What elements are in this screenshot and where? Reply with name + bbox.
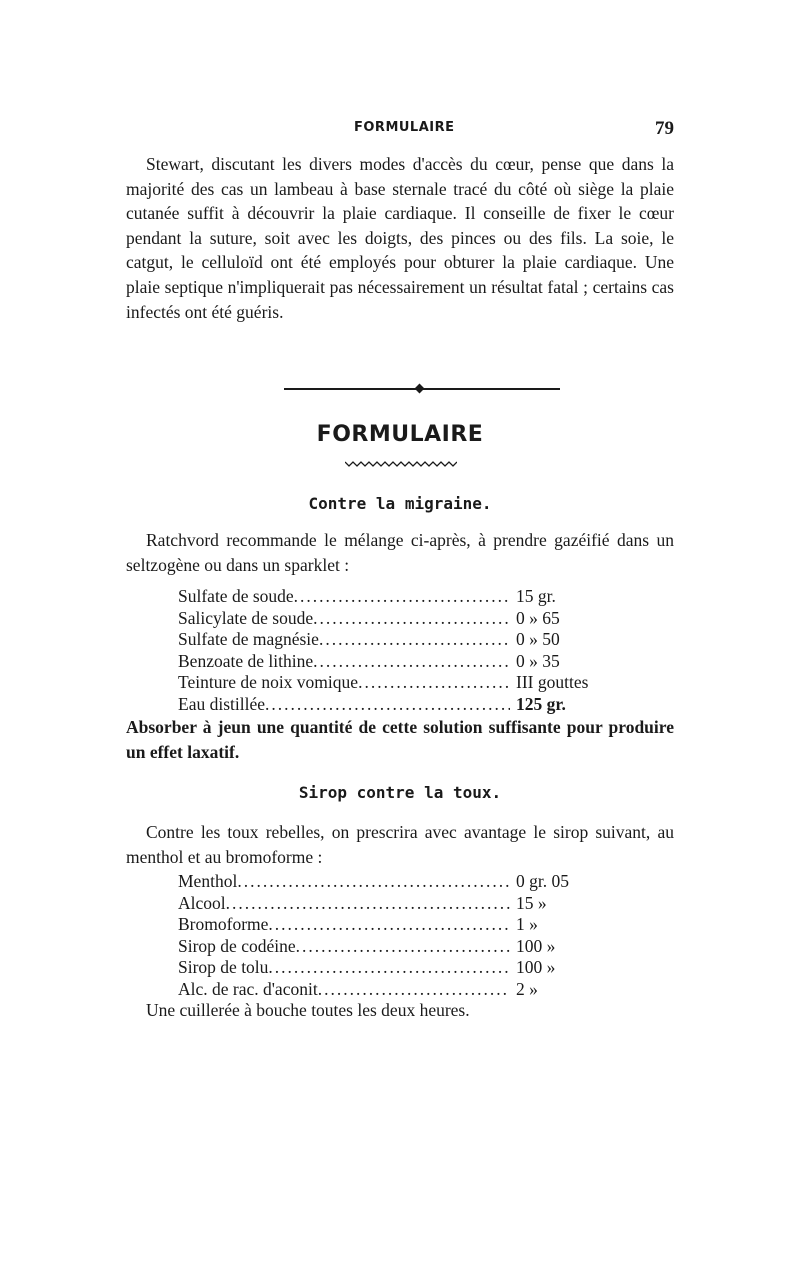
- page-number: 79: [655, 118, 674, 139]
- leader-dots: [237, 871, 510, 893]
- ingredient-name: Sulfate de soude: [178, 586, 294, 606]
- running-title: FORMULAIRE: [354, 120, 455, 135]
- ingredient-name: Salicylate de soude: [178, 607, 314, 628]
- recipe-row: [178, 893, 648, 915]
- ingredient-quantity: 15 »: [516, 892, 547, 913]
- ingredient-quantity: 2 »: [516, 978, 538, 999]
- recipe-row: [178, 871, 648, 893]
- running-header: [128, 118, 676, 142]
- migraine-recipe: [178, 586, 648, 716]
- cough-instruction: Une cuillerée à bouche toutes les deux heures.: [146, 1000, 470, 1020]
- leader-dots: [265, 694, 510, 716]
- recipe-row: [178, 651, 648, 673]
- leader-dots: [319, 629, 510, 651]
- leader-dots: [296, 936, 510, 958]
- leader-dots: [358, 672, 510, 694]
- migraine-heading: Contre la migraine.: [308, 494, 492, 513]
- ingredient-quantity: 125 gr.: [516, 693, 566, 714]
- zigzag-ornament: [345, 460, 457, 468]
- leader-dots: [313, 651, 510, 673]
- leader-dots: [294, 586, 510, 608]
- divider-diamond-ornament: [415, 384, 425, 394]
- leader-dots: [268, 957, 510, 979]
- section-divider: [284, 385, 560, 393]
- ingredient-name: Alc. de rac. d'aconit: [178, 978, 318, 999]
- recipe-row: [178, 957, 648, 979]
- ingredient-quantity: 0 » 35: [516, 650, 560, 671]
- intro-paragraph: Stewart, discutant les divers modes d'accès du cœur, pense que dans la majorité des cas un lambeau à base sternale tracé du côté où siège la plaie cutanée suffit à découvrir la plaie cardiaque. Il conseille de fixer le cœur pendant la suture, soit avec les doigts, des pinces ou des fils. La soie, le catgut, le celluloïd ont été employés pour obturer la plaie cardiaque. Une plaie septique n'impliquerait pas nécessairement un résultat fatal ; certains cas infectés ont été guéris.: [126, 154, 674, 322]
- recipe-row: [178, 629, 648, 651]
- leader-dots: [268, 914, 510, 936]
- migraine-intro: Ratchvord recommande le mélange ci-après, à prendre gazéifié dans un seltzogène ou dans un sparklet :: [126, 530, 674, 575]
- recipe-row: [178, 608, 648, 630]
- recipe-row: [178, 672, 648, 694]
- ingredient-name: Teinture de noix vomique: [178, 672, 359, 693]
- cough-recipe: [178, 871, 648, 1001]
- recipe-row: [178, 694, 648, 716]
- ingredient-quantity: 0 gr. 05: [516, 871, 569, 891]
- ingredient-name: Sirop de tolu: [178, 957, 269, 978]
- migraine-instruction: Absorber à jeun une quantité de cette solution suffisante pour produire un effet laxatif.: [126, 717, 674, 762]
- recipe-row: [178, 586, 648, 608]
- ingredient-quantity: 0 » 65: [516, 607, 560, 628]
- section-title: FORMULAIRE: [316, 422, 484, 447]
- cough-intro: Contre les toux rebelles, on prescrira avec avantage le sirop suivant, au menthol et au bromoforme :: [126, 822, 674, 867]
- ingredient-name: Alcool: [178, 892, 226, 913]
- ingredient-quantity: 1 »: [516, 914, 538, 935]
- ingredient-quantity: 0 » 50: [516, 629, 560, 650]
- recipe-row: [178, 936, 648, 958]
- ingredient-name: Benzoate de lithine: [178, 650, 314, 671]
- ingredient-quantity: III gouttes: [516, 672, 589, 693]
- ingredient-name: Sirop de codéine: [178, 935, 296, 956]
- leader-dots: [226, 893, 510, 915]
- cough-heading: Sirop contre la toux.: [298, 783, 502, 802]
- ingredient-quantity: 100 »: [516, 957, 556, 978]
- ingredient-quantity: 100 »: [516, 935, 556, 956]
- ingredient-name: Sulfate de magnésie: [178, 629, 319, 650]
- ingredient-name: Menthol: [178, 871, 238, 891]
- ingredient-quantity: 15 gr.: [516, 586, 556, 606]
- recipe-row: [178, 914, 648, 936]
- ingredient-name: Bromoforme: [178, 914, 269, 935]
- ingredient-name: Eau distillée: [178, 693, 265, 714]
- leader-dots: [313, 608, 510, 630]
